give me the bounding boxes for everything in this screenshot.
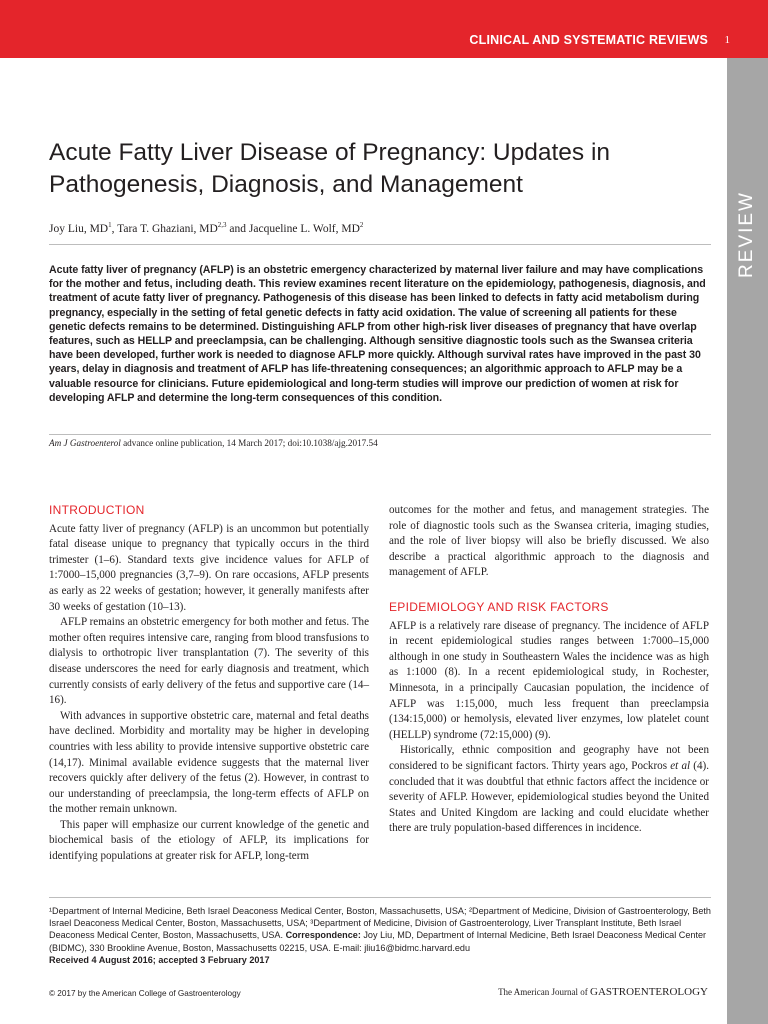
paragraph: AFLP remains an obstetric emergency for both mother and fetus. The mother often requires intensive care, ranging from blood transfusions to dialysis to orthotropic liver transplantation (7). The severity of this disease underscores the need for early diagnosis and treatment, which currently consists of early delivery of the fetus and supportive care (14–16). (49, 616, 369, 707)
paragraph-text: Historically, ethnic composition and geography have not been considered to be significant factors. Thirty years ago, Pockros (389, 744, 709, 772)
citation-journal: Am J Gastroenterol (49, 438, 121, 448)
author-separator: , (111, 222, 118, 235)
paragraph (389, 743, 709, 837)
author-affiliation-sup: 2 (359, 221, 364, 229)
divider (49, 244, 711, 245)
author-affiliation-sup: 2,3 (217, 221, 227, 229)
author-list (49, 221, 363, 235)
author-name: Tara T. Ghaziani, MD (117, 222, 218, 235)
journal-prefix: The American Journal (498, 987, 581, 997)
affiliations-note (49, 905, 719, 954)
paragraph: AFLP is a relatively rare disease of pregnancy. The incidence of AFLP in recent epidemiological studies ranges between 1:7000–15,000 although in one study in Southeastern Wales the incidence was as high as 1:1000 (8). In a recent epidemiological study, in Rochester, Minnesota, in a principally Caucasian population, the incidence of AFLP was 1:15,000, much less frequent than preeclampsia (134:15,000) or hemolysis, elevated liver enzymes, low platelet count (HELLP) syndrome (72:15,000) (9). (389, 619, 709, 741)
left-column (49, 503, 369, 865)
correspondence-label: Correspondence: (285, 930, 361, 941)
paragraph: This paper will emphasize our current knowledge of the genetic and biochemical basis of the etiology of AFLP, its implications for identifying populations at greater risk for AFLP, long-term (49, 818, 369, 863)
citation-line (49, 438, 378, 448)
section-heading-epidemiology: EPIDEMIOLOGY AND RISK FACTORS (389, 599, 609, 614)
header-bar (0, 0, 768, 58)
journal-of: of (580, 987, 591, 997)
paragraph: With advances in supportive obstetric care, maternal and fetal deaths have declined. Morbidity and mortality may be higher in developing countries with less ability to provide intensive supportive obstetric care (14,17). Minimal available evidence suggests that the maternal liver recovers quickly after delivery of the fetus (2). However, in contrast to our understanding of preeclampsia, the long-term effects of AFLP on the mother remain unknown. (49, 709, 369, 816)
divider (49, 897, 711, 898)
page-number: 1 (724, 34, 730, 46)
divider (49, 434, 711, 435)
journal-logo (498, 986, 708, 998)
section-label: CLINICAL AND SYSTEMATIC REVIEWS (469, 33, 708, 47)
abstract: Acute fatty liver of pregnancy (AFLP) is an obstetric emergency characterized by maternal liver failure and may have complications for the mother and fetus, including death. This review examines recent literature on the epidemiology, pathogenesis, diagnosis, and treatment of acute fatty liver of pregnancy. Pathogenesis of this disease has been linked to defects in fatty acid metabolism during pregnancy, especially in the setting of fetal genetic defects in fatty acid oxidation. The value of screening all patients for these genetic defects remains to be determined. Distinguishing AFLP from other high-risk liver diseases of pregnancy that have overlap features, such as HELLP and preeclampsia, can be challenging. Although sensitive diagnostic tools such as the Swansea criteria have been developed, further work is needed to diagnose AFLP more quickly. Although survival rates have improved in the past 30 years, delay in diagnosis and treatment of AFLP has life-threatening consequences; an algorithmic approach to AFLP may be a valuable resource for clinicians. Future epidemiological and long-term studies will improve our prediction of women at risk for developing AFLP and determine the long-term consequences of this condition. (49, 264, 706, 404)
journal-name: GASTROENTEROLOGY (590, 986, 708, 998)
paragraph-text: (4). concluded that it was doubtful that ethnic factors affect the incidence or severity of AFLP. However, epidemiological studies beyond the United States and United Kingdom are lacking and could elucidate whether there are truly population-based differences in incidence. (389, 759, 709, 835)
section-heading-introduction: INTRODUCTION (49, 503, 145, 517)
author-affiliation-sup: 1 (108, 221, 112, 229)
paragraph-italic: et al (670, 759, 691, 772)
paragraph: Acute fatty liver of pregnancy (AFLP) is an uncommon but potentially fatal disease unique to pregnancy that typically occurs in the third trimester (1–6). Standard texts give incidence values for AFLP of 1:7000–15,000 pregnancies (3,7–9). On rare occasions, AFLP presents as early as 22 weeks of gestation; however, it generally manifests after 30 weeks of gestation (10–13). (49, 522, 369, 613)
footnotes (49, 905, 719, 966)
side-review-label: REVIEW (736, 191, 757, 278)
author-separator: and (226, 222, 249, 235)
side-review-tab (727, 58, 768, 1024)
article-title: Acute Fatty Liver Disease of Pregnancy: Updates in Pathogenesis, Diagnosis, and Management (49, 139, 611, 198)
affiliations-text: ¹Department of Internal Medicine, Beth Israel Deaconess Medical Center, Boston, Massachusetts, USA; ²Department of Medicine, Division of Gastroenterology, Beth Israel Deaconess Medical Center, Boston, Massachusetts, USA; ³Department of Medicine, Division of Gastroenterology, Liver Transplant Institute, Beth Israel Deaconess Medical Center, Boston, Massachusetts, USA. (49, 906, 711, 941)
paragraph: outcomes for the mother and fetus, and management strategies. The role of diagnostic tools such as the Swansea criteria, imaging studies, and the role of liver biopsy will also be briefly discussed. We also describe a practical algorithmic approach to the diagnosis and management of AFLP. (389, 504, 709, 579)
citation-details: advance online publication, 14 March 2017; doi:10.1038/ajg.2017.54 (120, 438, 378, 448)
author-name: Joy Liu, MD (49, 222, 109, 235)
right-column (389, 503, 709, 837)
correspondence-text: Joy Liu, MD, Department of Internal Medicine, Beth Israel Deaconess Medical Center (BIDMC), 330 Brookline Avenue, Boston, Massachusetts 02215, USA. E-mail: jliu16@bidmc.harvard.edu (49, 930, 707, 953)
author-name: Jacqueline L. Wolf, MD (248, 222, 360, 235)
received-dates: Received 4 August 2016; accepted 3 February 2017 (49, 954, 270, 965)
copyright: © 2017 by the American College of Gastroenterology (49, 989, 241, 998)
